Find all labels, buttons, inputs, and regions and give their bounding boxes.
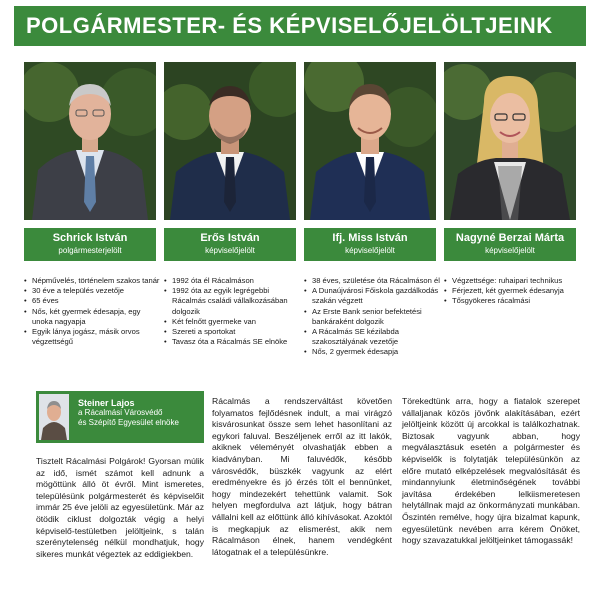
candidate-photo xyxy=(24,62,156,220)
bullet-item: • A Rácalmás SE kézilabda szakosztályának vezetője xyxy=(304,327,440,347)
author-name: Steiner Lajos xyxy=(78,398,135,408)
bullet-item: • Férjezett, két gyermek édesanyja xyxy=(444,286,580,296)
bullet-item: • Nős, 2 gyermek édesapja xyxy=(304,347,440,357)
bullet-item: • Nős, két gyermek édesapja, egy unoka nagyapja xyxy=(24,307,160,327)
bullet-item: • Népművelés, történelem szakos tanár xyxy=(24,276,160,286)
candidate-role: képviselőjelölt xyxy=(345,246,395,255)
candidate-name: Ifj. Miss István xyxy=(332,232,408,244)
bullet-item: • 65 éves xyxy=(24,296,160,306)
article-column-2: Rácalmás a rendszerváltást követően folyamatos fejlődésnek indult, a mai virágzó kisvárosunkat össze sem lehet hasonlítani az egykori faluval. Beszéljenek erről az itt lakók, akiknek véleményét olvashatják ebben a kiadványban. Mi faluvédők, később városvédők, büszkék vagyunk az elért eredményekre és jó érzés tölt el bennünket, hogy mindezekért tehettünk valamit. Sok helyen megfordulva azt látjuk, hogy bátran vállalni kell az előttünk álló kihívásokat. Azoktól is megkapjuk az elismerést, akik nem Rácalmáson élnek, hanem vendégként látogatnak el a településünkre. xyxy=(212,396,392,557)
candidate-name: Schrick István xyxy=(52,232,128,244)
candidate-bullets xyxy=(164,276,300,347)
bullet-item: • Szereti a sportokat xyxy=(164,327,300,337)
bullet-item: • Végzettsége: ruhaipari technikus xyxy=(444,276,580,286)
bullet-item: • A Dunaújvárosi Főiskola gazdálkodás szakán végzett xyxy=(304,286,440,306)
candidate-bullets xyxy=(304,276,440,358)
candidate-name-box xyxy=(304,228,436,261)
candidate-bullets xyxy=(24,276,160,347)
candidate-name-box xyxy=(24,228,156,261)
candidate-role: képviselőjelölt xyxy=(205,246,255,255)
candidate-name-box xyxy=(164,228,296,261)
author-avatar xyxy=(39,394,69,440)
bullet-item: • Egyik lánya jogász, másik orvos végzettségű xyxy=(24,327,160,347)
candidate-name-box xyxy=(444,228,576,261)
candidate-photo xyxy=(164,62,296,220)
article-column-3: Törekedtünk arra, hogy a fiatalok szerepet vállaljanak közös jövőnk alakításában, ezért jelöltjeink között új arcokkal is találkozhatnak. Biztosak vagyunk abban, hogy megválasztásuk esetén a polgármester és képviselők is folytatják településünkön az előre mutató elképzelések megvalósítását és mindannyiunk életminőségének további javítása érdekében lelkiismeretesen helytállnak majd az önkormányzati munkában. Őszintén remélve, hogy újra bizalmat kapunk, egyesületünk nevében arra kérem Önöket, hogy szavazatukkal jelöltjeinket támogassák! xyxy=(402,396,580,546)
bullet-item: • Két felnőtt gyermeke van xyxy=(164,317,300,327)
bullet-item: • Az Erste Bank senior befektetési bankáraként dolgozik xyxy=(304,307,440,327)
candidate-card xyxy=(444,62,576,306)
author-text xyxy=(78,398,179,428)
bullet-item: • 1992 óta él Rácalmáson xyxy=(164,276,300,286)
author-title-line1: a Rácalmási Városvédő xyxy=(78,408,163,417)
candidate-role: képviselőjelölt xyxy=(485,246,535,255)
candidate-name: Erős István xyxy=(200,232,260,244)
candidate-photo xyxy=(304,62,436,220)
candidate-card xyxy=(164,62,296,347)
article-column-1: Tisztelt Rácalmási Polgárok! Gyorsan múlik az idő, ismét számot kell adnunk a mögöttünk álló öt évről. Mint ismeretes, településünk polgármesterét és képviselőit immár 25 éve jelöli az egyesületünk. Már az ötödik ciklust dolgozták végig a helyi képviselő-testületben jelöltjeink, s talán szerénytelenség nélkül mondhatjuk, hogy sikeres munkát végeztek az eddigiekben. xyxy=(36,456,204,559)
candidate-name: Nagyné Berzai Márta xyxy=(455,232,565,244)
bullet-item: • 30 éve a település vezetője xyxy=(24,286,160,296)
header-banner xyxy=(14,6,586,46)
author-box xyxy=(36,391,204,443)
candidate-card xyxy=(304,62,440,357)
candidate-card xyxy=(24,62,160,347)
candidate-bullets xyxy=(444,276,580,307)
bullet-item: • 38 éves, születése óta Rácalmáson él xyxy=(304,276,440,286)
bullet-item: • Tavasz óta a Rácalmás SE elnöke xyxy=(164,337,300,347)
bullet-item: • 1992 óta az egyik legrégebbi Rácalmás családi vállalkozásában dolgozik xyxy=(164,286,300,317)
page-title: POLGÁRMESTER- ÉS KÉPVISELŐJELÖLTJEINK xyxy=(26,13,553,38)
author-title-line2: és Szépítő Egyesület elnöke xyxy=(78,418,179,427)
candidate-photo xyxy=(444,62,576,220)
candidate-role: polgármesterjelölt xyxy=(58,246,122,255)
bullet-item: • Tősgyökeres rácalmási xyxy=(444,296,580,306)
